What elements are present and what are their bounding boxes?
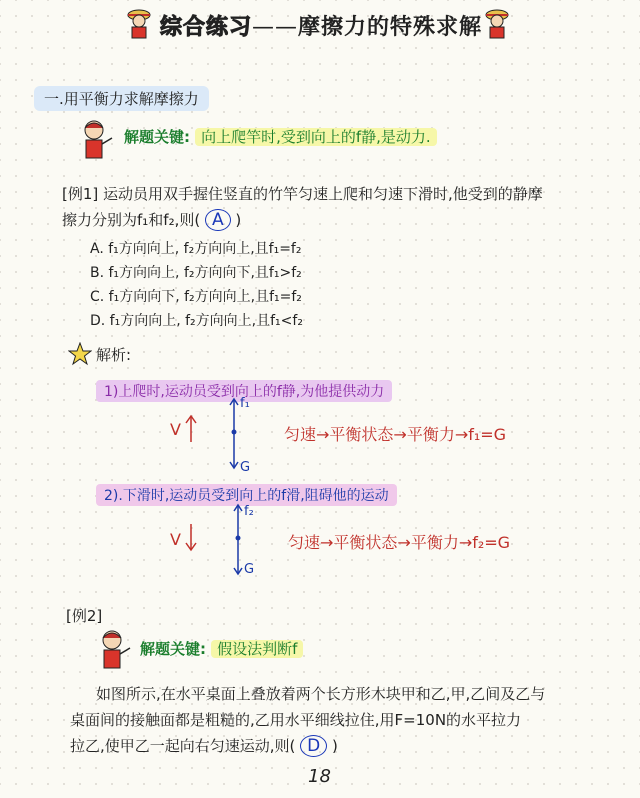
example1-answer: A: [205, 209, 231, 231]
title-dash: ——: [252, 15, 299, 40]
example1-close: ): [235, 211, 242, 229]
case1-velocity: V: [170, 420, 181, 439]
tip2-row: [140, 638, 303, 659]
analysis-label: 解析:: [96, 346, 132, 364]
case2-friction-label: f₂: [244, 504, 254, 519]
tip1-row: [124, 126, 437, 147]
star-icon: [68, 342, 92, 370]
tip1-label: 解题关键:: [124, 128, 190, 146]
option-c: C. f₁方向向下, f₂方向向上,且f₁=f₂: [90, 289, 302, 305]
example2-line1: 如图所示,在水平桌面上叠放着两个长方形木块甲和乙,甲,乙间及乙与: [96, 685, 546, 703]
title-sub: 摩擦力的特殊求解: [298, 15, 483, 40]
case2-text: 2).下滑时,运动员受到向上的f滑,阻碍他的运动: [96, 484, 397, 506]
example2-line2: 桌面间的接触面都是粗糙的,乙用水平细线拉住,用F=10N的水平拉力: [70, 711, 522, 729]
left-avatar-icon: [126, 6, 152, 44]
option-a: A. f₁方向向上, f₂方向向上,且f₁=f₂: [90, 241, 302, 257]
teacher-icon-2: [96, 628, 132, 676]
case1-gravity-label: G: [240, 460, 251, 475]
option-d: D. f₁方向向上, f₂方向向上,且f₁<f₂: [90, 313, 303, 329]
teacher-icon: [78, 118, 114, 166]
example1-line2: [62, 208, 241, 232]
case2-velocity: V: [170, 530, 181, 549]
up-arrow-icon: [184, 414, 198, 448]
page-title: [160, 10, 482, 41]
down-arrow-icon: [184, 522, 198, 556]
title-main: 综合练习: [160, 15, 253, 40]
section-header: 一.用平衡力求解摩擦力: [34, 86, 209, 111]
option-b: B. f₁方向向上, f₂方向向下,且f₁>f₂: [90, 265, 302, 281]
example2-answer: D: [300, 735, 327, 757]
case1-text: 1)上爬时,运动员受到向上的f静,为他提供动力: [96, 380, 392, 402]
case2-chain: 匀速→平衡状态→平衡力→f₂=G: [288, 533, 511, 552]
case1-chain: 匀速→平衡状态→平衡力→f₁=G: [284, 425, 507, 444]
case2-gravity-label: G: [244, 562, 255, 577]
example2-label: [例2]: [66, 607, 103, 625]
tip2-label: 解题关键:: [140, 640, 206, 658]
example2-close: ): [332, 737, 338, 755]
right-avatar-icon: [484, 6, 510, 44]
example2-line3: [70, 734, 338, 758]
tip1-text: 向上爬竿时,受到向上的f静,是动力.: [195, 128, 437, 146]
example1-line1: [例1] 运动员用双手握住竖直的竹竿匀速上爬和匀速下滑时,他受到的静摩: [62, 185, 543, 203]
tip2-text: 假设法判断f: [211, 640, 303, 658]
page-number: 18: [308, 766, 331, 787]
example1-stem: 擦力分别为f₁和f₂,则(: [62, 211, 201, 229]
case1-friction-label: f₁: [240, 396, 250, 411]
example2-stem: 拉乙,使甲乙一起向右匀速运动,则(: [70, 737, 296, 755]
